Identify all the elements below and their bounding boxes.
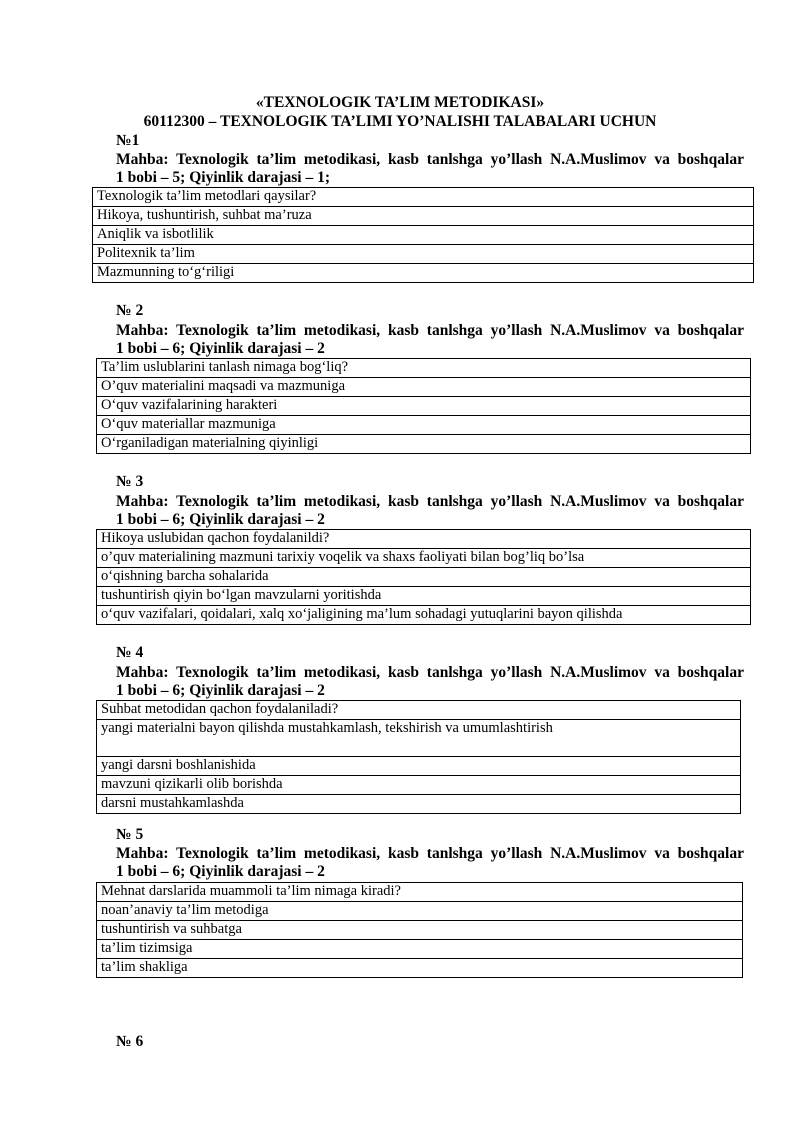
answer-option: O‘quv materiallar mazmuniga — [97, 416, 751, 435]
question-level: 1 bobi – 5; Qiyinlik darajasi – 1; — [116, 169, 331, 186]
table-row — [97, 902, 743, 921]
table-row — [97, 568, 751, 587]
answer-option: O‘quv vazifalarining harakteri — [97, 397, 751, 416]
answer-option: mavzuni qizikarli olib borishda — [97, 776, 741, 795]
answer-option: ta’lim tizimsiga — [97, 940, 743, 959]
answer-option: yangi materialni bayon qilishda mustahkamlash, tekshirish va umumlashtirish — [97, 720, 741, 757]
table-row — [93, 207, 754, 226]
question-level: 1 bobi – 6; Qiyinlik darajasi – 2 — [116, 340, 325, 357]
table-row — [93, 188, 754, 207]
table-row — [97, 530, 751, 549]
answer-option: o‘quv vazifalari, qoidalari, xalq xo‘jaligining ma’lum sohadagi yutuqlarini bayon qilishda — [97, 606, 751, 625]
document-subtitle: 60112300 – TEXNOLOGIK TA’LIMI YO’NALISHI TALABALARI UCHUN — [143, 113, 657, 130]
answer-table — [96, 358, 751, 454]
question-level: 1 bobi – 6; Qiyinlik darajasi – 2 — [116, 863, 325, 880]
answer-option: tushuntirish qiyin bo‘lgan mavzularni yoritishda — [97, 587, 751, 606]
answer-option: tushuntirish va suhbatga — [97, 921, 743, 940]
answer-option: yangi darsni boshlanishida — [97, 757, 741, 776]
table-row — [93, 226, 754, 245]
question-source: Mahba: Texnologik ta’lim metodikasi, kasb tanlshga yo’llash N.A.Muslimov va boshqalar — [116, 845, 744, 862]
question-source: Mahba: Texnologik ta’lim metodikasi, kasb tanlshga yo’llash N.A.Muslimov va boshqalar — [116, 322, 744, 339]
answer-table — [96, 700, 741, 814]
table-row — [93, 264, 754, 283]
table-row — [97, 940, 743, 959]
question-text: Mehnat darslarida muammoli ta’lim nimaga kiradi? — [97, 883, 743, 902]
table-row — [97, 606, 751, 625]
answer-table — [92, 187, 754, 283]
table-row — [97, 921, 743, 940]
answer-option: darsni mustahkamlashda — [97, 795, 741, 814]
answer-option: ta’lim shakliga — [97, 959, 743, 978]
question-text: Ta’lim uslublarini tanlash nimaga bog‘liq? — [97, 359, 751, 378]
question-source: Mahba: Texnologik ta’lim metodikasi, kasb tanlshga yo’llash N.A.Muslimov va boshqalar — [116, 493, 744, 510]
question-source: Mahba: Texnologik ta’lim metodikasi, kasb tanlshga yo’llash N.A.Muslimov va boshqalar — [116, 664, 744, 681]
answer-table — [96, 529, 751, 625]
table-row — [97, 720, 741, 757]
question-number: № 5 — [116, 826, 144, 843]
table-row — [97, 795, 741, 814]
question-text: Texnologik ta’lim metodlari qaysilar? — [93, 188, 754, 207]
question-number: № 4 — [116, 644, 144, 661]
question-text: Suhbat metodidan qachon foydalaniladi? — [97, 701, 741, 720]
table-row — [97, 549, 751, 568]
table-row — [97, 883, 743, 902]
question-number: № 2 — [116, 302, 144, 319]
table-row — [97, 701, 741, 720]
table-row — [97, 416, 751, 435]
table-row — [97, 397, 751, 416]
answer-option: noan’anaviy ta’lim metodiga — [97, 902, 743, 921]
answer-option: Aniqlik va isbotlilik — [93, 226, 754, 245]
table-row — [97, 959, 743, 978]
answer-option: O‘rganiladigan materialning qiyinligi — [97, 435, 751, 454]
table-row — [97, 776, 741, 795]
table-row — [97, 359, 751, 378]
answer-option: O’quv materialini maqsadi va mazmuniga — [97, 378, 751, 397]
table-row — [97, 757, 741, 776]
table-row — [97, 435, 751, 454]
answer-option: o’quv materialining mazmuni tarixiy voqelik va shaxs faoliyati bilan bog’liq bo’lsa — [97, 549, 751, 568]
question-source: Mahba: Texnologik ta’lim metodikasi, kasb tanlshga yo’llash N.A.Muslimov va boshqalar — [116, 151, 744, 168]
question-number: № 3 — [116, 473, 144, 490]
answer-option: Mazmunning to‘g‘riligi — [93, 264, 754, 283]
next-question-number: № 6 — [116, 1033, 144, 1050]
question-level: 1 bobi – 6; Qiyinlik darajasi – 2 — [116, 511, 325, 528]
table-row — [97, 378, 751, 397]
question-text: Hikoya uslubidan qachon foydalanildi? — [97, 530, 751, 549]
question-number: №1 — [116, 132, 140, 149]
table-row — [97, 587, 751, 606]
answer-option: Politexnik ta’lim — [93, 245, 754, 264]
answer-option: o‘qishning barcha sohalarida — [97, 568, 751, 587]
document-title: «TEXNOLOGIK TA’LIM METODIKASI» — [255, 94, 545, 111]
answer-table — [96, 882, 743, 978]
answer-option: Hikoya, tushuntirish, suhbat ma’ruza — [93, 207, 754, 226]
question-level: 1 bobi – 6; Qiyinlik darajasi – 2 — [116, 682, 325, 699]
table-row — [93, 245, 754, 264]
